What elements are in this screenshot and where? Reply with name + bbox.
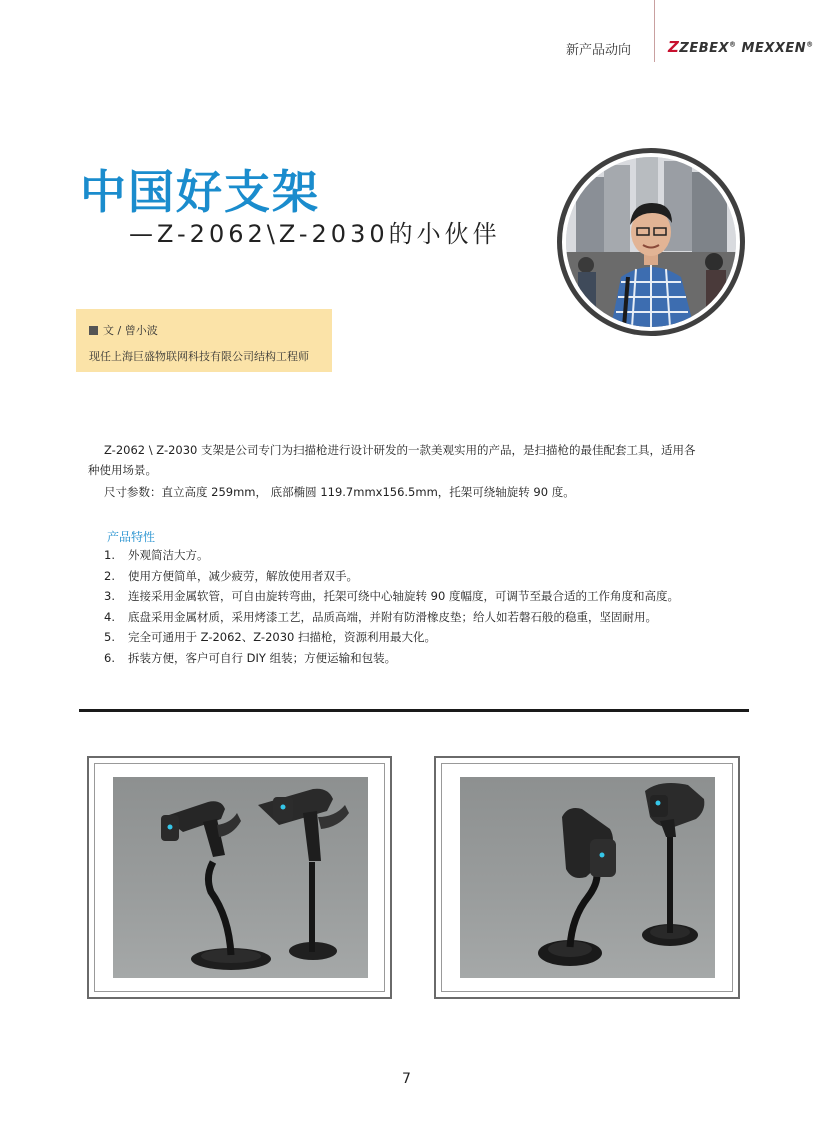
feature-item: 5. 完全可通用于 Z-2062、Z-2030 扫描枪，资源利用最大化。 bbox=[104, 630, 436, 645]
brand-logo: ZZEBEX® MEXXEN® bbox=[668, 38, 814, 56]
product-photo-1 bbox=[113, 777, 368, 978]
author-title: 现任上海巨盛物联网科技有限公司结构工程师 bbox=[89, 350, 309, 363]
scanner-stands-illustration-2 bbox=[460, 777, 715, 978]
feature-item: 3. 连接采用金属软管，可自由旋转弯曲，托架可绕中心轴旋转 90 度幅度，可调节至最合适的工作角度和高度。 bbox=[104, 589, 679, 604]
feature-item: 6. 拆装方便，客户可自行 DIY 组装；方便运输和包装。 bbox=[104, 650, 397, 665]
product-photo-frame-1 bbox=[87, 756, 392, 999]
features-heading: 产品特性 bbox=[107, 530, 156, 544]
feature-item: 2. 使用方便简单，减少疲劳，解放使用者双手。 bbox=[104, 568, 358, 583]
brand-z: Z bbox=[668, 38, 680, 56]
author-name: 文 / 曾小波 bbox=[103, 324, 158, 337]
features-list bbox=[104, 545, 679, 669]
brand-mexxen: MEXXEN bbox=[741, 41, 807, 56]
header-divider bbox=[654, 0, 655, 62]
author-portrait bbox=[562, 153, 740, 331]
brand-zebex: ZEBEX bbox=[679, 41, 730, 56]
scanner-stands-illustration-1 bbox=[113, 777, 368, 978]
page-subtitle: —Z-2062\Z-2030的小伙伴 bbox=[129, 220, 501, 248]
product-photo-2 bbox=[460, 777, 715, 978]
intro-para-2: 尺寸参数：直立高度 259mm， 底部椭圆 119.7mmx156.5mm，托架可绕轴旋转 90 度。 bbox=[104, 485, 575, 499]
feature-item: 4. 底盘采用金属材质，采用烤漆工艺，品质高端，并附有防滑橡皮垫；给人如若磐石般的稳重，坚固耐用。 bbox=[104, 609, 657, 624]
section-label: 新产品动向 bbox=[566, 43, 632, 58]
feature-item: 1. 外观简洁大方。 bbox=[104, 548, 209, 562]
page-number: 7 bbox=[402, 1071, 411, 1087]
product-photo-frame-2 bbox=[434, 756, 740, 999]
intro-para-1-line-1: Z-2062 \ Z-2030 支架是公司专门为扫描枪进行设计研发的一款美观实用的产品，是扫描枪的最佳配套工具，适用各 bbox=[104, 443, 696, 457]
page-title: 中国好支架 bbox=[80, 165, 320, 219]
portrait-illustration bbox=[566, 157, 736, 327]
square-bullet-icon bbox=[89, 326, 98, 335]
section-rule bbox=[79, 709, 749, 712]
intro-para-1-line-2: 种使用场景。 bbox=[88, 463, 157, 477]
author-byline bbox=[89, 322, 158, 338]
